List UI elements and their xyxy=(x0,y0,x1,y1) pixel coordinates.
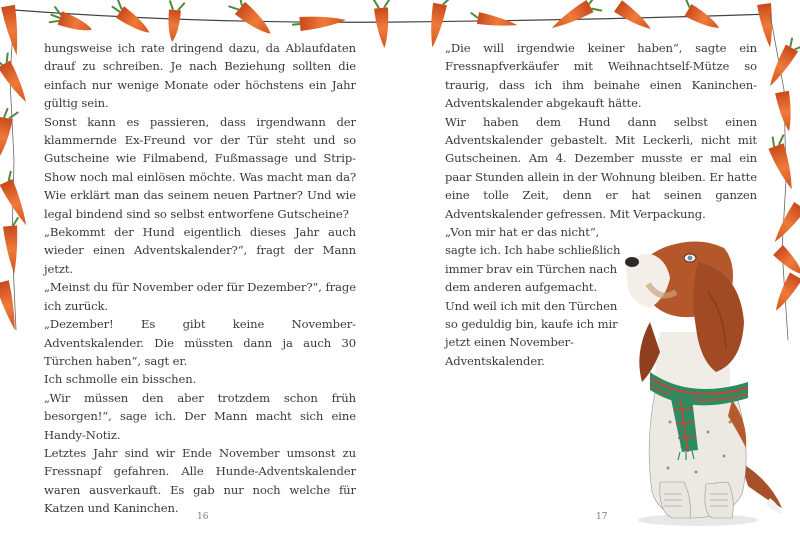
paragraph: „Wir müssen den aber trotzdem schon früh besorgen!“, sage ich. Der Mann macht sich eine Handy-Notiz. xyxy=(44,390,356,442)
paragraph: „Von mir hat er das nicht“, sagte ich. Ich habe schließlich immer brav ein Türchen nach dem anderen aufgemacht. xyxy=(445,225,621,295)
paragraph: „Meinst du für November oder für Dezember?“, frage ich zurück. xyxy=(44,280,356,313)
left-page-text xyxy=(44,39,356,518)
right-page-narrow-text xyxy=(445,223,625,370)
page-number-left: 16 xyxy=(197,512,209,522)
paragraph: Und weil ich mit den Türchen so geduldig bin, kaufe ich mir jetzt einen November-Adventskalender. xyxy=(445,298,618,368)
paragraph: hungsweise ich rate dringend dazu, da Ablaufdaten drauf zu schreiben. Je nach Beziehung sollten die einfach nur wenige Monate oder höchstens ein Jahr gültig sein. xyxy=(44,41,356,111)
right-page-text xyxy=(445,39,757,223)
paragraph: Letztes Jahr sind wir Ende November umsonst zu Fressnapf gefahren. Alle Hunde-Adventskalender waren ausverkauft. Es gab nur noch welche für Katzen und Kaninchen. xyxy=(44,445,356,516)
paragraph: Sonst kann es passieren, dass irgendwann der klammernde Ex-Freund vor der Tür steht und so Gutscheine wie Filmabend, Fußmassage und Strip-Show noch mal einlösen möchte. Was macht man da? Wie erklärt man das seinem neuen Partner? Und wie legal bindend sind so selbst entworfene Gutscheine? xyxy=(44,114,356,221)
paragraph: „Dezember! Es gibt keine November-Adventskalender. Die müssten dann ja auch 30 Türchen haben“, sagt er. xyxy=(44,317,356,368)
paragraph: „Die will irgendwie keiner haben“, sagte ein Fressnapfverkäufer mit Weihnachtself-Mütze so traurig, dass ich ihm beinahe einen Kaninchen-Adventskalender abgekauft hätte. xyxy=(445,41,757,111)
paragraph: Ich schmolle ein bisschen. xyxy=(44,372,197,387)
paragraph: Wir haben dem Hund dann selbst einen Adventskalender gebastelt. Mit Leckerli, nicht mit Gutscheinen. Am 4. Dezember musste er mal ein paar Stunden allein in der Wohnung bleiben. Er hatte eine tolle Zeit, denn er hat seinen ganzen Adventskalender gefressen. Mit Verpackung. xyxy=(445,114,757,221)
basset-hound-with-scarf-icon xyxy=(620,232,790,532)
paragraph: „Bekommt der Hund eigentlich dieses Jahr auch wieder einen Adventskalender?“, fragt der Mann jetzt. xyxy=(44,225,356,276)
page-number-right: 17 xyxy=(596,512,608,522)
